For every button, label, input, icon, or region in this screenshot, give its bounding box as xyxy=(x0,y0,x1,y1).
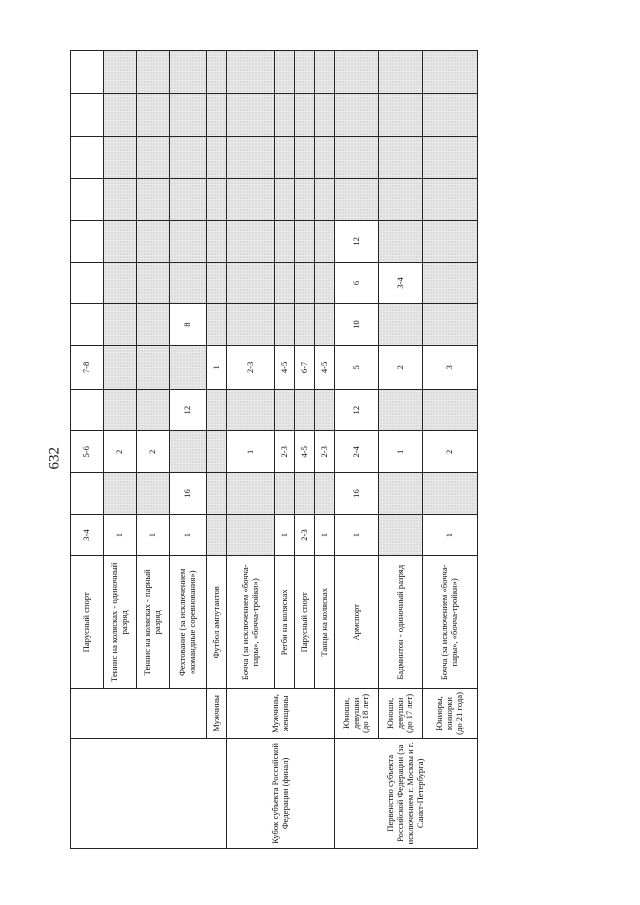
value-cell: 16 xyxy=(335,473,379,515)
value-cell xyxy=(207,262,227,304)
value-cell xyxy=(295,51,315,94)
value-cell xyxy=(379,473,423,515)
value-cell xyxy=(170,179,207,221)
discipline-cell: Танцы на колясках xyxy=(315,556,335,689)
value-cell xyxy=(379,304,423,346)
value-cell: 1 xyxy=(315,514,335,556)
value-cell xyxy=(207,221,227,263)
value-cell xyxy=(379,389,423,431)
table-row xyxy=(207,51,227,849)
value-cell xyxy=(379,51,423,94)
group-cell: Юниоры, юниорки (до 21 года) xyxy=(423,689,478,739)
value-cell: 5-6 xyxy=(71,431,104,473)
value-cell: 4-5 xyxy=(295,431,315,473)
discipline-cell: Фехтование (за исключением «командные соревнования») xyxy=(170,556,207,689)
value-cell xyxy=(71,473,104,515)
discipline-cell: Футбол ампутантов xyxy=(207,556,227,689)
value-cell xyxy=(104,262,137,304)
value-cell xyxy=(170,136,207,179)
value-cell xyxy=(104,93,137,136)
group-cell: Мужчины xyxy=(207,689,227,739)
discipline-cell: Бочча (за исключением «бочча-пары», «бочча-тройки») xyxy=(227,556,275,689)
value-cell: 7-8 xyxy=(71,345,104,389)
value-cell xyxy=(275,262,295,304)
value-cell xyxy=(295,179,315,221)
value-cell xyxy=(295,221,315,263)
value-cell xyxy=(227,93,275,136)
value-cell: 2-3 xyxy=(315,431,335,473)
value-cell: 1 xyxy=(423,514,478,556)
group-cell xyxy=(71,689,207,739)
value-cell xyxy=(227,51,275,94)
value-cell: 12 xyxy=(170,389,207,431)
value-cell: 2-3 xyxy=(227,345,275,389)
value-cell: 10 xyxy=(335,304,379,346)
page-number xyxy=(40,446,70,486)
value-cell xyxy=(207,304,227,346)
value-cell xyxy=(207,51,227,94)
value-cell xyxy=(71,304,104,346)
discipline-cell: Теннис на колясках - парный разряд xyxy=(137,556,170,689)
value-cell xyxy=(207,389,227,431)
value-cell xyxy=(137,221,170,263)
value-cell: 6 xyxy=(335,262,379,304)
value-cell xyxy=(295,473,315,515)
value-cell xyxy=(104,389,137,431)
value-cell xyxy=(137,93,170,136)
value-cell: 4-5 xyxy=(315,345,335,389)
value-cell xyxy=(423,304,478,346)
discipline-cell: Теннис на колясках - одиночный разряд xyxy=(104,556,137,689)
value-cell xyxy=(227,473,275,515)
value-cell xyxy=(379,179,423,221)
value-cell xyxy=(227,304,275,346)
value-cell xyxy=(423,221,478,263)
value-cell: 2 xyxy=(137,431,170,473)
value-cell: 12 xyxy=(335,221,379,263)
value-cell xyxy=(335,51,379,94)
value-cell: 1 xyxy=(170,514,207,556)
value-cell xyxy=(315,136,335,179)
value-cell xyxy=(295,262,315,304)
value-cell: 2 xyxy=(104,431,137,473)
value-cell xyxy=(227,136,275,179)
value-cell: 3 xyxy=(423,345,478,389)
value-cell xyxy=(137,304,170,346)
group-cell: Мужчины, женщины xyxy=(227,689,335,739)
value-cell: 2 xyxy=(379,345,423,389)
ranking-table xyxy=(70,50,478,849)
value-cell xyxy=(207,431,227,473)
value-cell: 2-4 xyxy=(335,431,379,473)
table-row xyxy=(379,51,423,849)
value-cell: 16 xyxy=(170,473,207,515)
value-cell xyxy=(295,93,315,136)
value-cell xyxy=(104,345,137,389)
value-cell xyxy=(227,389,275,431)
value-cell xyxy=(275,221,295,263)
value-cell xyxy=(104,304,137,346)
value-cell xyxy=(315,93,335,136)
competition-cell xyxy=(71,738,227,848)
value-cell xyxy=(170,51,207,94)
value-cell xyxy=(71,179,104,221)
value-cell xyxy=(227,221,275,263)
value-cell xyxy=(71,221,104,263)
value-cell: 5 xyxy=(335,345,379,389)
value-cell xyxy=(275,93,295,136)
value-cell xyxy=(275,136,295,179)
rotated-table-container xyxy=(70,50,464,849)
value-cell xyxy=(104,221,137,263)
value-cell xyxy=(275,473,295,515)
value-cell xyxy=(423,93,478,136)
value-cell xyxy=(315,262,335,304)
value-cell xyxy=(170,221,207,263)
value-cell xyxy=(315,51,335,94)
value-cell xyxy=(104,179,137,221)
value-cell xyxy=(207,514,227,556)
value-cell xyxy=(275,51,295,94)
value-cell xyxy=(104,136,137,179)
value-cell xyxy=(275,304,295,346)
discipline-cell: Парусный спорт xyxy=(71,556,104,689)
value-cell: 1 xyxy=(335,514,379,556)
value-cell xyxy=(295,136,315,179)
value-cell xyxy=(137,179,170,221)
competition-cell: Первенство субъекта Российской Федерации (за исключением г. Москвы и г. Санкт-Петербурга) xyxy=(335,738,478,848)
value-cell: 1 xyxy=(207,345,227,389)
value-cell xyxy=(227,262,275,304)
value-cell xyxy=(423,179,478,221)
table-row xyxy=(423,51,478,849)
value-cell xyxy=(423,473,478,515)
value-cell xyxy=(315,389,335,431)
value-cell: 3-4 xyxy=(379,262,423,304)
value-cell xyxy=(137,51,170,94)
value-cell: 1 xyxy=(227,431,275,473)
group-cell: Юноши, девушки (до 18 лет) xyxy=(335,689,379,739)
value-cell xyxy=(379,514,423,556)
value-cell xyxy=(423,51,478,94)
value-cell xyxy=(71,51,104,94)
value-cell xyxy=(207,179,227,221)
group-cell: Юноши, девушки (до 17 лет) xyxy=(379,689,423,739)
value-cell xyxy=(335,179,379,221)
value-cell: 1 xyxy=(104,514,137,556)
value-cell xyxy=(137,389,170,431)
value-cell xyxy=(275,389,295,431)
value-cell xyxy=(71,262,104,304)
discipline-cell: Армспорт xyxy=(335,556,379,689)
value-cell xyxy=(207,93,227,136)
value-cell xyxy=(423,389,478,431)
value-cell: 12 xyxy=(335,389,379,431)
value-cell: 3-4 xyxy=(71,514,104,556)
value-cell: 8 xyxy=(170,304,207,346)
value-cell xyxy=(170,93,207,136)
value-cell xyxy=(315,179,335,221)
value-cell xyxy=(227,179,275,221)
value-cell xyxy=(379,93,423,136)
value-cell xyxy=(137,473,170,515)
value-cell: 4-5 xyxy=(275,345,295,389)
value-cell xyxy=(71,389,104,431)
value-cell xyxy=(170,262,207,304)
value-cell xyxy=(137,345,170,389)
value-cell: 1 xyxy=(379,431,423,473)
value-cell xyxy=(137,262,170,304)
value-cell xyxy=(104,473,137,515)
value-cell xyxy=(71,136,104,179)
value-cell xyxy=(207,473,227,515)
value-cell xyxy=(335,93,379,136)
value-cell xyxy=(137,136,170,179)
discipline-cell: Регби на колясках xyxy=(275,556,295,689)
value-cell xyxy=(295,304,315,346)
value-cell xyxy=(379,221,423,263)
value-cell: 2-3 xyxy=(295,514,315,556)
discipline-cell: Парусный спорт xyxy=(295,556,315,689)
value-cell: 2-3 xyxy=(275,431,295,473)
value-cell xyxy=(379,136,423,179)
value-cell: 1 xyxy=(137,514,170,556)
value-cell xyxy=(315,221,335,263)
value-cell xyxy=(170,431,207,473)
value-cell xyxy=(104,51,137,94)
value-cell xyxy=(335,136,379,179)
value-cell: 2 xyxy=(423,431,478,473)
page-number-text: 632 xyxy=(46,447,63,470)
discipline-cell: Бадминтон - одиночный разряд xyxy=(379,556,423,689)
table-row xyxy=(335,51,379,849)
value-cell: 6-7 xyxy=(295,345,315,389)
value-cell xyxy=(207,136,227,179)
value-cell xyxy=(423,262,478,304)
value-cell xyxy=(315,304,335,346)
table-row xyxy=(227,51,275,849)
value-cell xyxy=(315,473,335,515)
value-cell xyxy=(227,514,275,556)
value-cell xyxy=(295,389,315,431)
table-row xyxy=(71,51,104,849)
competition-cell: Кубок субъекта Российской Федерации (финал) xyxy=(227,738,335,848)
discipline-cell: Бочча (за исключением «бочча-пары», «бочча-тройки») xyxy=(423,556,478,689)
value-cell: 1 xyxy=(275,514,295,556)
value-cell xyxy=(170,345,207,389)
value-cell xyxy=(275,179,295,221)
value-cell xyxy=(71,93,104,136)
value-cell xyxy=(423,136,478,179)
